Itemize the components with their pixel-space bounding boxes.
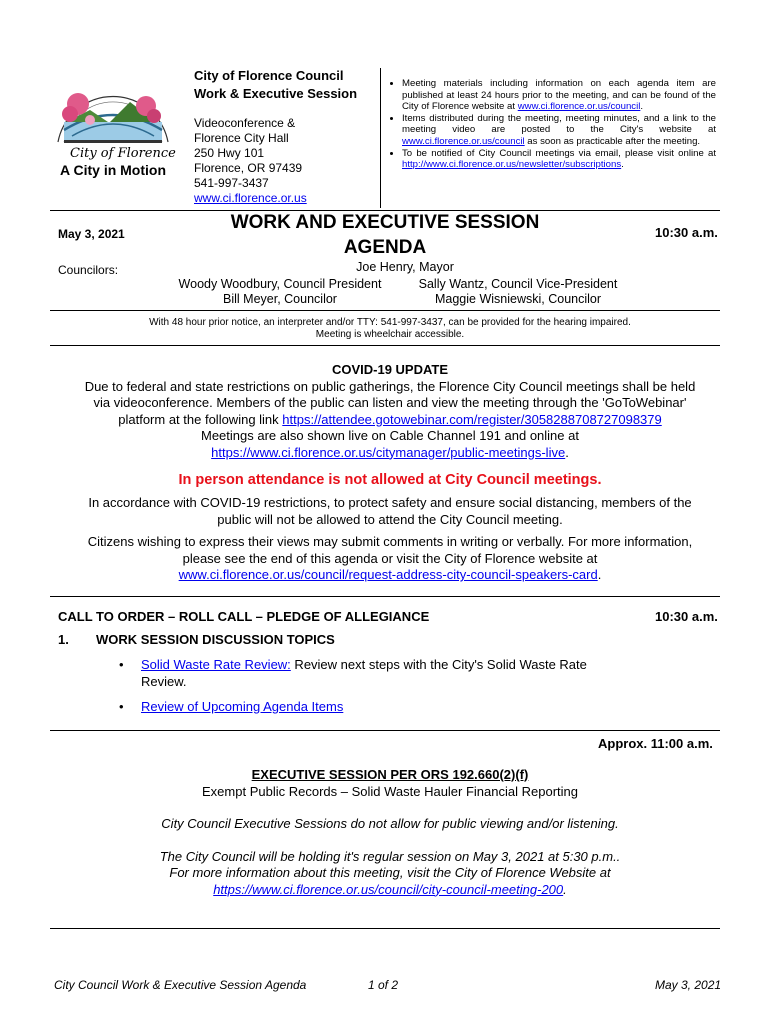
bullet-item	[141, 699, 343, 716]
address-line: 250 Hwy 101	[194, 146, 265, 160]
covid-heading: COVID-19 UPDATE	[331, 362, 449, 377]
logo-tagline: A City in Motion	[60, 162, 167, 178]
meeting-notes	[386, 78, 716, 171]
address-line: 541-997-3437	[194, 176, 269, 190]
page-number: 1 of 2	[368, 978, 399, 992]
session-name: Work & Executive Session	[194, 86, 358, 101]
councilors-divider	[50, 310, 720, 311]
accessibility-note: With 48 hour prior notice, an interpreter and/or TTY: 541-997-3437, can be provided for the hearing impaired. Meeting is wheelchair accessible.	[149, 317, 631, 340]
meeting-time: 10:30 a.m.	[655, 225, 718, 240]
upcoming-agenda-items-link[interactable]: Review of Upcoming Agenda Items	[141, 699, 344, 714]
logo-script-text: City of Florence	[70, 146, 176, 161]
agenda-title: WORK AND EXECUTIVE SESSION AGENDA	[230, 212, 540, 258]
councilors-label: Councilors:	[58, 263, 119, 277]
call-to-order: CALL TO ORDER – ROLL CALL – PLEDGE OF ALLEGIANCE	[58, 609, 430, 624]
footer-date: May 3, 2021	[655, 978, 722, 992]
speakers-card-link[interactable]: www.ci.florence.or.us/council/request-address-city-council-speakers-card	[178, 567, 598, 582]
city-seal-icon	[50, 70, 176, 150]
bullet-icon: •	[119, 699, 124, 714]
in-person-notice: In person attendance is not allowed at City Council meetings.	[178, 472, 602, 488]
councilor-name: Woody Woodbury, Council President	[178, 277, 382, 291]
councilor-name: Maggie Wisniewski, Councilor	[434, 292, 602, 306]
city-logo	[50, 70, 176, 180]
item-title: WORK SESSION DISCUSSION TOPICS	[96, 632, 335, 647]
covid-section: COVID-19 UPDATE Due to federal and state restrictions on public gatherings, the Florence City Council meetings shall be held via videoconference. Members of the public can listen and view the meeting through the 'GoToWebinar' platform at the following link https://attendee.gotowebinar.com/register/3058288708727098379 Meetings are also shown live on Cable Channel 191 and online at https://www.ci.florence.or.us/citymanager/public-meetings-live. In person attendance is not allowed at City Council meetings. In accordance with COVID-19 restrictions, to protect safety and ensure social distancing, members of the public will not be allowed to attend the City Council meeting. Citizens wishing to express their views may submit comments in writing or verbally. For more information, please see the end of this agenda or visit the City of Florence website at www.ci.florence.or.us/council/request-address-city-council-speakers-card.	[40, 362, 740, 584]
public-meetings-live-link[interactable]: https://www.ci.florence.or.us/citymanager/public-meetings-live	[211, 444, 566, 460]
solid-waste-rate-review-link[interactable]: Solid Waste Rate Review:	[141, 657, 291, 672]
councilor-name: Bill Meyer, Councilor	[223, 292, 337, 306]
executive-section: EXECUTIVE SESSION PER ORS 192.660(2)(f) Exempt Public Records – Solid Waste Hauler Financial Reporting City Council Executive Sessions do not allow for public viewing and/or listening. The City Council will be holding it's regular session on May 3, 2021 at 5:30 p.m.. For more information about this meeting, visit the City of Florence Website at https://www.ci.florence.or.us/council/city-council-meeting-200.	[40, 767, 740, 898]
address-line: Videoconference &	[194, 116, 296, 130]
address-block	[194, 116, 307, 206]
subscriptions-link[interactable]: http://www.ci.florence.or.us/newsletter/subscriptions	[402, 159, 622, 171]
gotowebinar-link[interactable]: https://attendee.gotowebinar.com/register/3058288708727098379	[282, 411, 662, 427]
council-link[interactable]: www.ci.florence.or.us/council	[517, 101, 641, 113]
note-item: • To be notified of City Council meetings via email, please visit online at http://www.ci.florence.or.us/newsletter/subscriptions.	[402, 148, 716, 171]
agenda-divider	[50, 730, 720, 731]
executive-notice: City Council Executive Sessions do not allow for public viewing and/or listening.	[161, 816, 619, 831]
header-vertical-divider	[380, 68, 381, 208]
city-council-meeting-link[interactable]: https://www.ci.florence.or.us/council/city-council-meeting-200	[213, 881, 564, 897]
item-number: 1.	[58, 632, 69, 647]
meeting-date: May 3, 2021	[58, 227, 125, 241]
executive-heading: EXECUTIVE SESSION PER ORS 192.660(2)(f)	[251, 767, 529, 782]
website-link[interactable]: www.ci.florence.or.us	[194, 191, 307, 205]
councilor-name: Sally Wantz, Council Vice-President	[418, 277, 618, 291]
address-line: Florence City Hall	[194, 131, 289, 145]
approx-time: Approx. 11:00 a.m.	[598, 736, 713, 751]
note-item: • Items distributed during the meeting, meeting minutes, and a link to the meeting video are posted to the City's website at www.ci.florence.or.us/council as soon as practicable after the meeting.	[402, 113, 716, 148]
bullet-item: Solid Waste Rate Review: Review next steps with the City's Solid Waste Rate Review.	[141, 657, 587, 689]
council-name: City of Florence Council	[194, 68, 344, 83]
call-to-order-time: 10:30 a.m.	[655, 609, 718, 624]
bullet-icon: •	[119, 657, 124, 672]
note-item: • Meeting materials including information on each agenda item are published at least 24 hours prior to the meeting, and can be found of the City of Florence website at www.ci.florence.or.us/council.	[402, 78, 716, 113]
accessibility-divider	[50, 345, 720, 346]
executive-divider	[50, 928, 720, 929]
council-link[interactable]: www.ci.florence.or.us/council	[402, 135, 525, 147]
mayor-name: Joe Henry, Mayor	[356, 260, 454, 274]
footer-left: City Council Work & Executive Session Agenda	[54, 978, 307, 992]
covid-divider	[50, 596, 720, 597]
address-line: Florence, OR 97439	[194, 161, 303, 175]
